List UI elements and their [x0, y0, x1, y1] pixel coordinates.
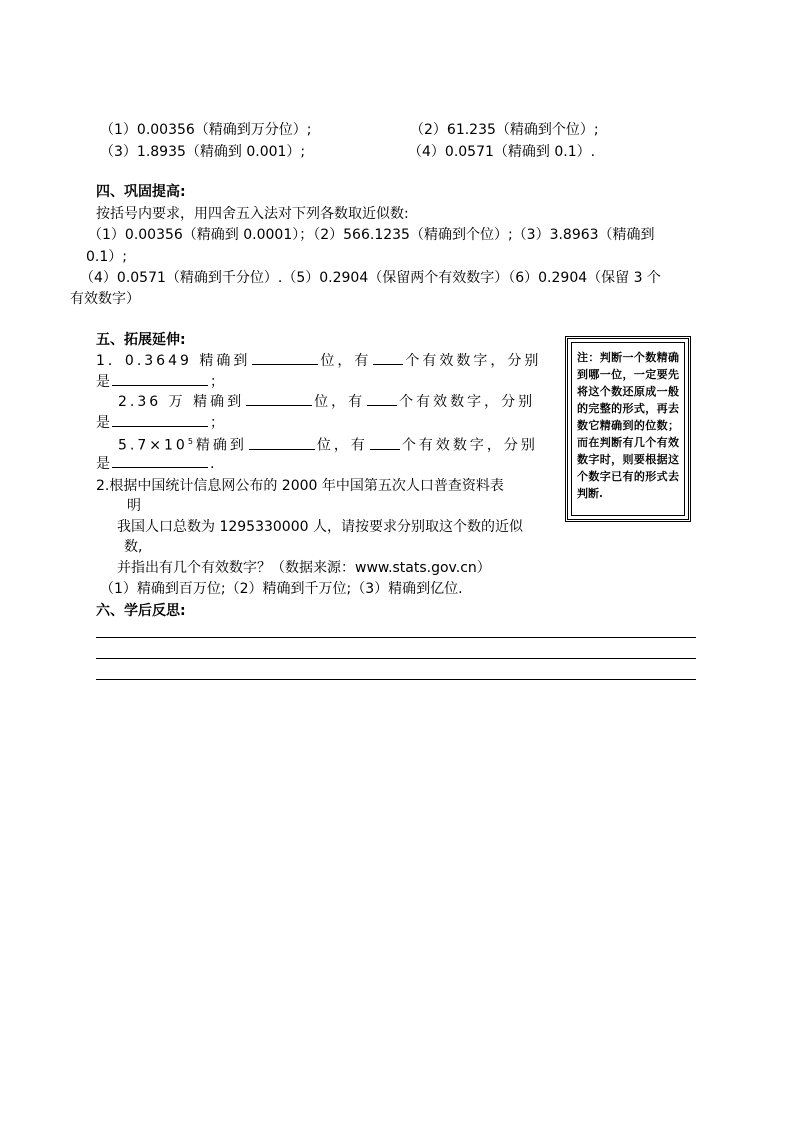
q3-answer-blank[interactable] — [112, 453, 208, 468]
q3-exponent: 5 — [187, 437, 196, 446]
section5-title: 五、拓展延伸: — [96, 332, 186, 348]
q1-answer-blank[interactable] — [112, 371, 208, 386]
reflection-line-1[interactable] — [96, 637, 696, 638]
population-question-line3: 并指出有几个有效数字？（数据来源：www.stats.gov.cn） — [117, 560, 491, 576]
q2-line — [118, 391, 535, 412]
population-question-line2b: 数, — [124, 539, 143, 555]
population-question-line1b: 明 — [127, 498, 141, 514]
section6-title: 六、学后反思: — [96, 603, 186, 619]
q1-sigfig-blank[interactable] — [373, 350, 403, 365]
q2-precise-label: 精确到 — [193, 394, 245, 410]
q1-answer-line — [96, 371, 224, 392]
q1-line — [96, 350, 541, 371]
note-text: 注：判断一个数精确到哪一位，一定要先将这个数还原成一般的完整的形式，再去数它精确到的位数；而在判断有几个有效数字时，则要根据这个数字已有的形式去判断. — [571, 342, 685, 516]
exercise-3: （3）1.8935（精确到 0.001）; — [100, 144, 306, 160]
q2-sigfig-blank[interactable] — [367, 391, 397, 406]
q2-answer-blank[interactable] — [112, 412, 208, 427]
q1-number: 0.3649 — [124, 353, 192, 369]
q2-number: 2.36 万 — [118, 394, 186, 410]
q3-period: . — [210, 456, 215, 472]
section4-line2: 0.1）; — [86, 249, 127, 265]
q3-sigfig-blank[interactable] — [370, 435, 400, 450]
reflection-line-3[interactable] — [96, 679, 696, 680]
q3-number: 5.7×10 — [118, 437, 188, 454]
q1-prefix: 1． — [96, 353, 125, 369]
q1-precision-blank[interactable] — [252, 350, 318, 365]
q3-are-label: 是 — [96, 456, 110, 472]
q2-precision-blank[interactable] — [246, 391, 312, 406]
q3-unit-label: 位，有 — [316, 437, 368, 454]
q1-sigfig-label: 个有效数字，分别 — [405, 353, 542, 369]
q1-unit-label: 位，有 — [320, 353, 372, 369]
q1-precise-label: 精确到 — [199, 353, 251, 369]
exercise-2: （2）61.235（精确到个位）; — [410, 122, 599, 138]
note-box — [565, 336, 691, 522]
exercise-1: （1）0.00356（精确到万分位）; — [100, 122, 312, 138]
q3-precision-blank[interactable] — [249, 435, 315, 450]
q2-answer-line — [96, 412, 224, 433]
q2-unit-label: 位，有 — [314, 394, 366, 410]
population-question-line1: 2.根据中国统计信息网公布的 2000 年中国第五次人口普查资料表 — [96, 478, 504, 494]
exercise-4: （4）0.0571（精确到 0.1）. — [408, 144, 596, 160]
reflection-line-2[interactable] — [96, 658, 696, 659]
q2-sigfig-label: 个有效数字，分别 — [399, 394, 536, 410]
section4-line1: （1）0.00356（精确到 0.0001）；（2）566.1235（精确到个位）;（3）3.8963（精确到 — [88, 227, 655, 243]
section4-instruction: 按括号内要求，用四舍五入法对下列各数取近似数: — [96, 206, 409, 222]
q3-sigfig-label: 个有效数字，分别 — [401, 437, 538, 454]
section4-line4: 有效数字） — [70, 291, 140, 307]
section4-line3: （4）0.0571（精确到千分位）.（5）0.2904（保留两个有效数字）（6）0.2904（保留 3 个 — [80, 270, 661, 286]
q1-are-label: 是 — [96, 374, 110, 390]
q3-precise-label: 精确到 — [195, 437, 247, 454]
population-question-line2: 我国人口总数为 1295330000 人，请按要求分别取这个数的近似 — [117, 519, 523, 535]
q2-are-label: 是 — [96, 415, 110, 431]
q1-semicolon: ； — [210, 374, 224, 390]
section4-title: 四、巩固提高: — [96, 184, 186, 200]
q2-semicolon: ； — [210, 415, 224, 431]
q3-answer-line — [96, 453, 214, 474]
population-question-parts: （1）精确到百万位;（2）精确到千万位;（3）精确到亿位. — [100, 581, 463, 597]
